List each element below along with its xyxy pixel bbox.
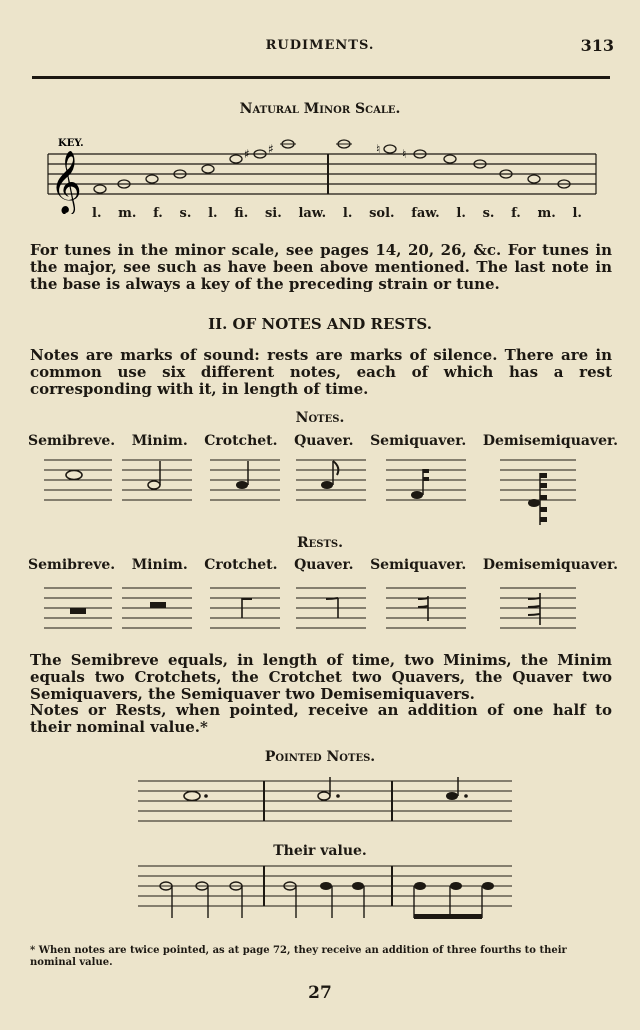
syllable: law. xyxy=(298,206,327,221)
scale-note xyxy=(230,155,242,163)
syllable: s. xyxy=(482,206,495,221)
syllable: faw. xyxy=(411,206,440,221)
scale-note xyxy=(384,145,396,153)
page-number: 313 xyxy=(580,36,614,55)
scale-note xyxy=(444,155,456,163)
syllable: l. xyxy=(208,206,218,221)
notes-labels xyxy=(28,433,618,449)
quaver-note xyxy=(321,461,338,489)
syllable: m. xyxy=(537,206,556,221)
scale-note xyxy=(94,185,106,193)
syllable: f. xyxy=(511,206,521,221)
syllable: s. xyxy=(179,206,192,221)
rest-label: Semiquaver. xyxy=(370,557,467,573)
minor-scale-notes xyxy=(94,140,570,193)
syllable: si. xyxy=(264,206,282,221)
demisemiquaver-note xyxy=(528,473,547,525)
minor-scale-staff xyxy=(40,128,600,214)
syllable: sol. xyxy=(369,206,395,221)
semibreve-rest xyxy=(70,608,86,614)
solmization-syllables xyxy=(92,206,582,221)
notes-staves xyxy=(40,455,600,530)
pointed-notes-staff xyxy=(130,775,520,835)
section-heading: II. OF NOTES AND RESTS. xyxy=(208,315,432,333)
treble-clef-icon: 𝄞 xyxy=(50,150,82,213)
rest-label: Minim. xyxy=(131,557,188,573)
natural-icon: ♮ xyxy=(376,142,381,156)
crotchet-note xyxy=(236,461,248,489)
note-label: Crotchet. xyxy=(204,433,278,449)
their-value-title: Their value. xyxy=(273,843,367,859)
rest-label: Crotchet. xyxy=(204,557,278,573)
running-title: RUDIMENTS. xyxy=(265,38,375,53)
minim-note xyxy=(148,461,160,489)
syllable: fi. xyxy=(234,206,249,221)
syllable: m. xyxy=(118,206,137,221)
pointed-paragraph: Notes or Rests, when pointed, receive an addition of one half to their nominal value.* xyxy=(30,701,612,736)
syllable: l. xyxy=(92,206,102,221)
rest-label: Demisemiquaver. xyxy=(482,557,618,573)
pointed-notes-title: Pointed Notes. xyxy=(264,749,376,765)
semibreve-note xyxy=(66,471,82,480)
key-label: KEY. xyxy=(58,138,84,149)
syllable: l. xyxy=(456,206,466,221)
note-label: Minim. xyxy=(131,433,188,449)
minor-tunes-paragraph: For tunes in the minor scale, see pages 14, 20, 26, &c. For tunes in the major, see such as have been above mentioned. The last note in the base is always a key of the preceding strain or tune. xyxy=(30,241,612,293)
rest-label: Semibreve. xyxy=(28,557,116,573)
syllable: l. xyxy=(342,206,353,221)
sharp-icon: ♯ xyxy=(268,142,274,156)
pointed-semibreve xyxy=(184,792,208,801)
rests-title: Rests. xyxy=(296,535,343,551)
natural-icon: ♮ xyxy=(402,147,407,161)
rests-staves xyxy=(40,583,600,635)
scale-note xyxy=(528,175,540,183)
minor-scale-title: Natural Minor Scale. xyxy=(239,101,401,117)
note-label: Demisemiquaver. xyxy=(482,433,618,449)
note-label: Semibreve. xyxy=(28,433,116,449)
equals-paragraph: The Semibreve equals, in length of time, two Minims, the Minim equals two Crotchets, the Crotchet two Quavers, the Quaver two Semiquavers, the Semiquaver two Demisemiquavers. xyxy=(30,651,612,703)
scale-note xyxy=(146,175,158,183)
syllable: l. xyxy=(572,206,582,221)
syllable: f. xyxy=(153,206,163,221)
rests-labels xyxy=(28,557,618,573)
semiquaver-note xyxy=(411,469,429,499)
notes-intro-paragraph: Notes are marks of sound: rests are marks of silence. There are in common use six different notes, each of which has a rest corresponding with it, in length of time. xyxy=(30,346,612,398)
note-label: Quaver. xyxy=(294,433,354,449)
quaver-group xyxy=(414,882,494,919)
signature-mark: 27 xyxy=(308,983,332,1003)
rest-label: Quaver. xyxy=(294,557,354,573)
footnote: * When notes are twice pointed, as at page 72, they receive an addition of three fourths to their nominal value. xyxy=(30,945,567,968)
sharp-icon: ♯ xyxy=(244,147,250,161)
minim-rest xyxy=(150,602,166,608)
crotchet-group xyxy=(284,882,364,918)
minim-group xyxy=(160,882,242,918)
their-value-staff xyxy=(130,858,520,924)
note-label: Semiquaver. xyxy=(370,433,467,449)
header-rule xyxy=(32,76,610,79)
notes-title: Notes. xyxy=(295,410,345,426)
scale-note xyxy=(202,165,214,173)
